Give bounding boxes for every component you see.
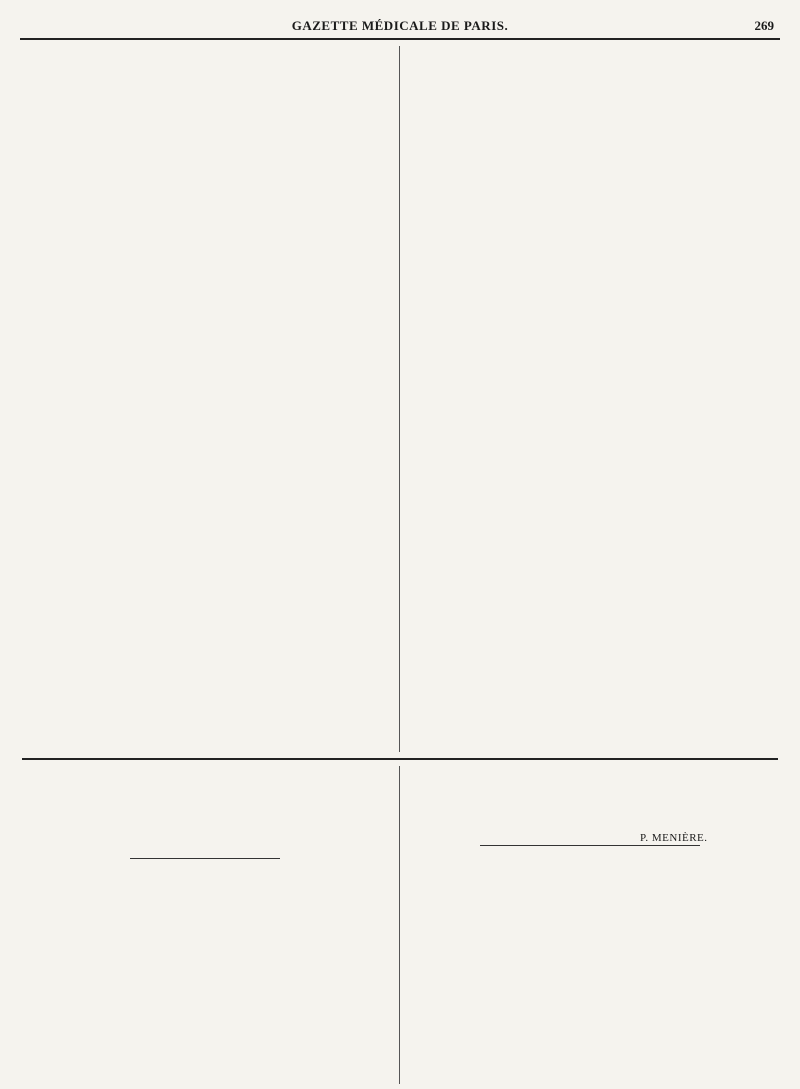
column-divider-bottom (399, 766, 400, 1084)
separator-rule-left (130, 858, 280, 859)
section-divider (22, 758, 778, 760)
separator-rule (480, 845, 700, 846)
feuilleton-text (22, 770, 392, 1082)
article-text-right (408, 48, 778, 748)
page-number: 269 (754, 18, 774, 33)
author-signature: P. MENIÈRE. (640, 832, 708, 844)
news-text (408, 770, 778, 1082)
running-head: GAZETTE MÉDICALE DE PARIS. (291, 18, 509, 33)
feuilleton-column-left (22, 770, 392, 1082)
article-column-right (408, 48, 778, 748)
news-column-right (408, 770, 778, 1082)
page-header (20, 14, 780, 40)
article-column-left (22, 48, 392, 748)
column-divider (399, 46, 400, 752)
article-text-left (22, 48, 392, 748)
